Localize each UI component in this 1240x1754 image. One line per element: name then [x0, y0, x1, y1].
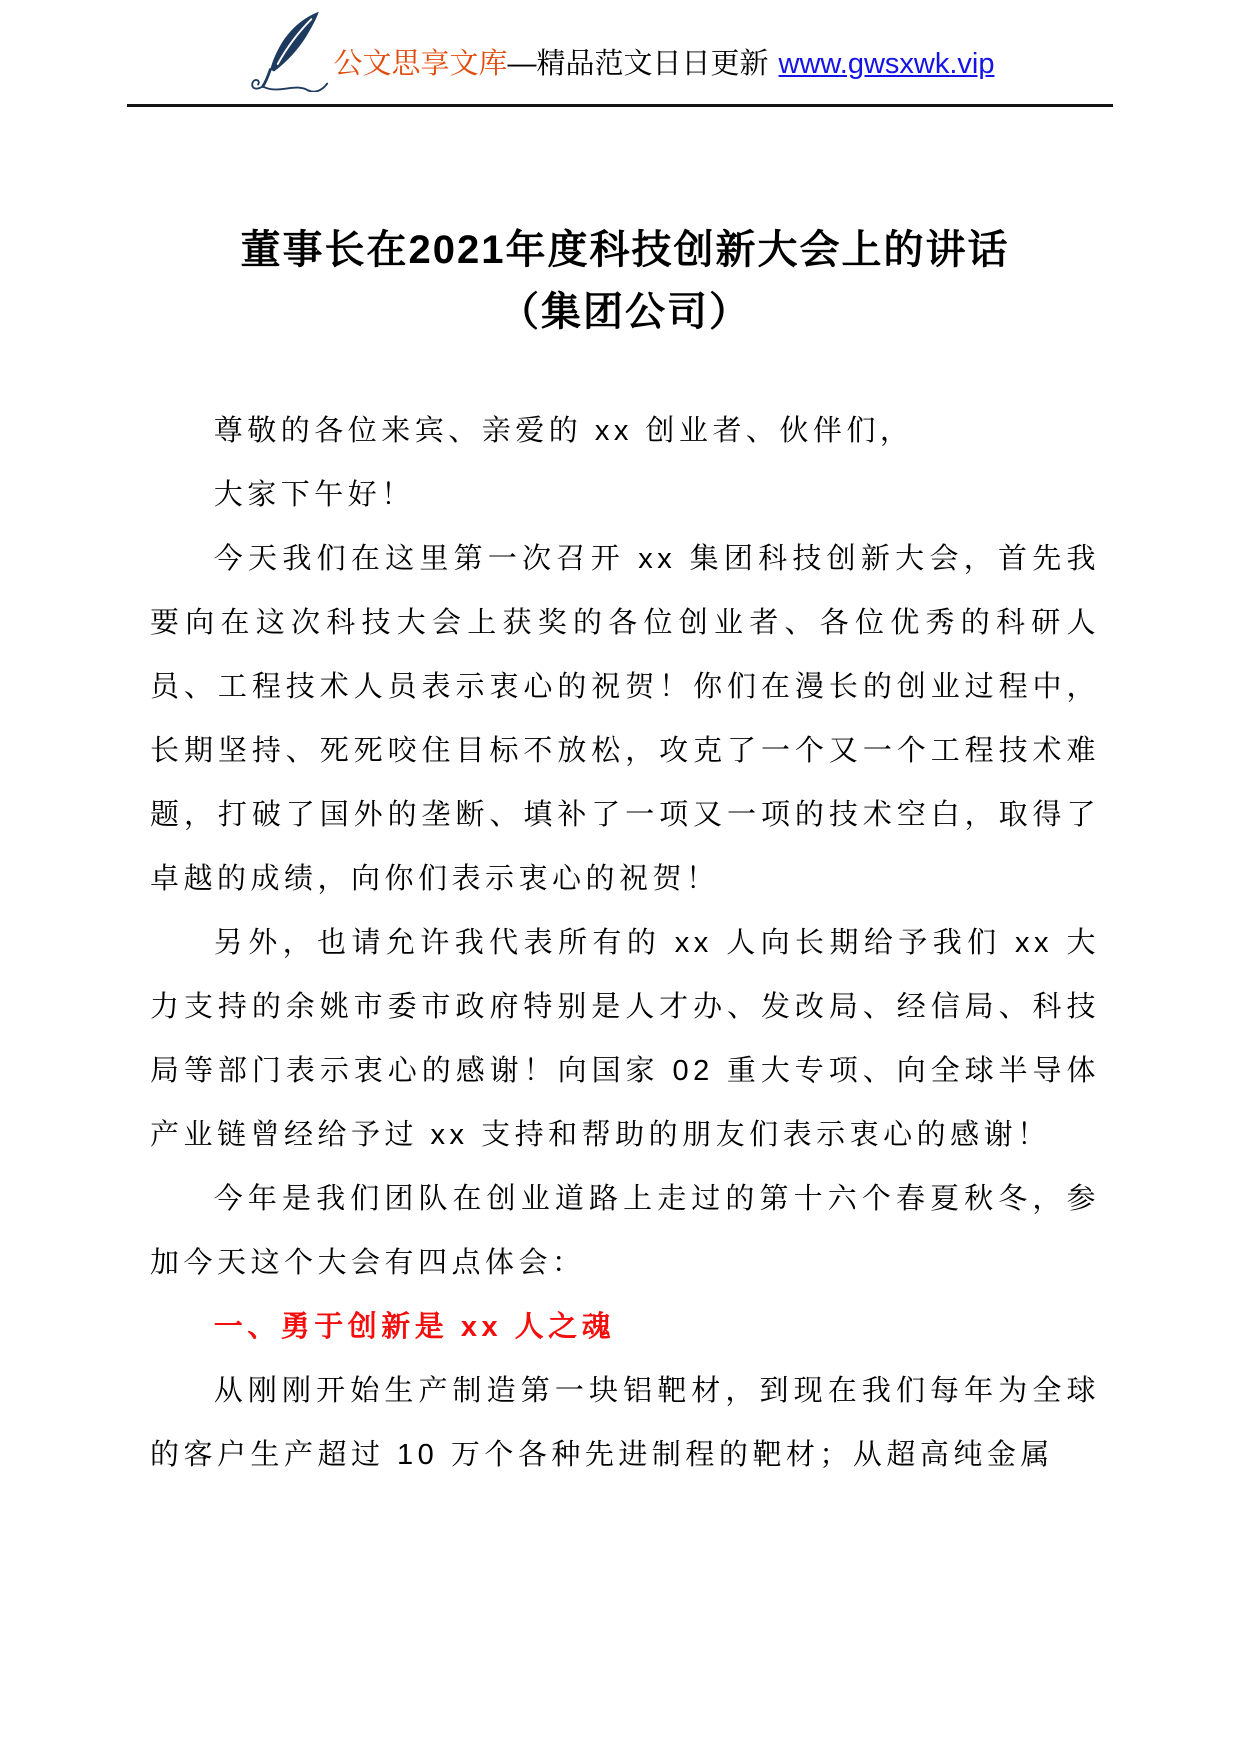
- header-text: [334, 41, 995, 92]
- site-name: 公文思享文库: [333, 48, 508, 80]
- document-title-line2: （集团公司）: [499, 290, 751, 334]
- quill-logo-icon: [246, 8, 330, 92]
- site-url-link[interactable]: www.gwsxwk.vip: [778, 48, 995, 80]
- page-header: [0, 0, 1240, 107]
- paragraph-congratulations: 今天我们在这里第一次召开 xx 集团科技创新大会，首先我要向在这次科技大会上获奖的各位创业者、各位优秀的科研人员、工程技术人员表示衷心的祝贺！你们在漫长的创业过程中，长期坚持、死死咬住目标不放松，攻克了一个又一个工程技术难题，打破了国外的垄断、填补了一项又一项的技术空白，取得了卓越的成绩，向你们表示衷心的祝贺！: [150, 543, 1100, 895]
- site-tagline: —精品范文日日更新: [507, 48, 769, 80]
- paragraph-greeting: 大家下午好！: [213, 479, 415, 511]
- paragraph-anniversary: 今年是我们团队在创业道路上走过的第十六个春夏秋冬，参加今天这个大会有四点体会：: [150, 1183, 1100, 1279]
- section-heading-1: 一、勇于创新是 xx 人之魂: [213, 1311, 616, 1343]
- header-brand-row: [0, 0, 1240, 92]
- document-body: [150, 399, 1100, 1487]
- paragraph-salutation: 尊敬的各位来宾、亲爱的 xx 创业者、伙伴们，: [213, 415, 914, 447]
- paragraph-thanks: 另外，也请允许我代表所有的 xx 人向长期给予我们 xx 大力支持的余姚市委市政府特别是人才办、发改局、经信局、科技局等部门表示衷心的感谢！向国家 02 重大专项、向全球半导体产业链曾经给予过 xx 支持和帮助的朋友们表示衷心的感谢！: [150, 927, 1100, 1151]
- header-divider: [127, 104, 1113, 107]
- paragraph-innovation: 从刚刚开始生产制造第一块铝靶材，到现在我们每年为全球的客户生产超过 10 万个各种先进制程的靶材；从超高纯金属: [150, 1375, 1100, 1471]
- document-title: [150, 219, 1100, 343]
- document-title-line1: 董事长在2021年度科技创新大会上的讲话: [240, 228, 1010, 272]
